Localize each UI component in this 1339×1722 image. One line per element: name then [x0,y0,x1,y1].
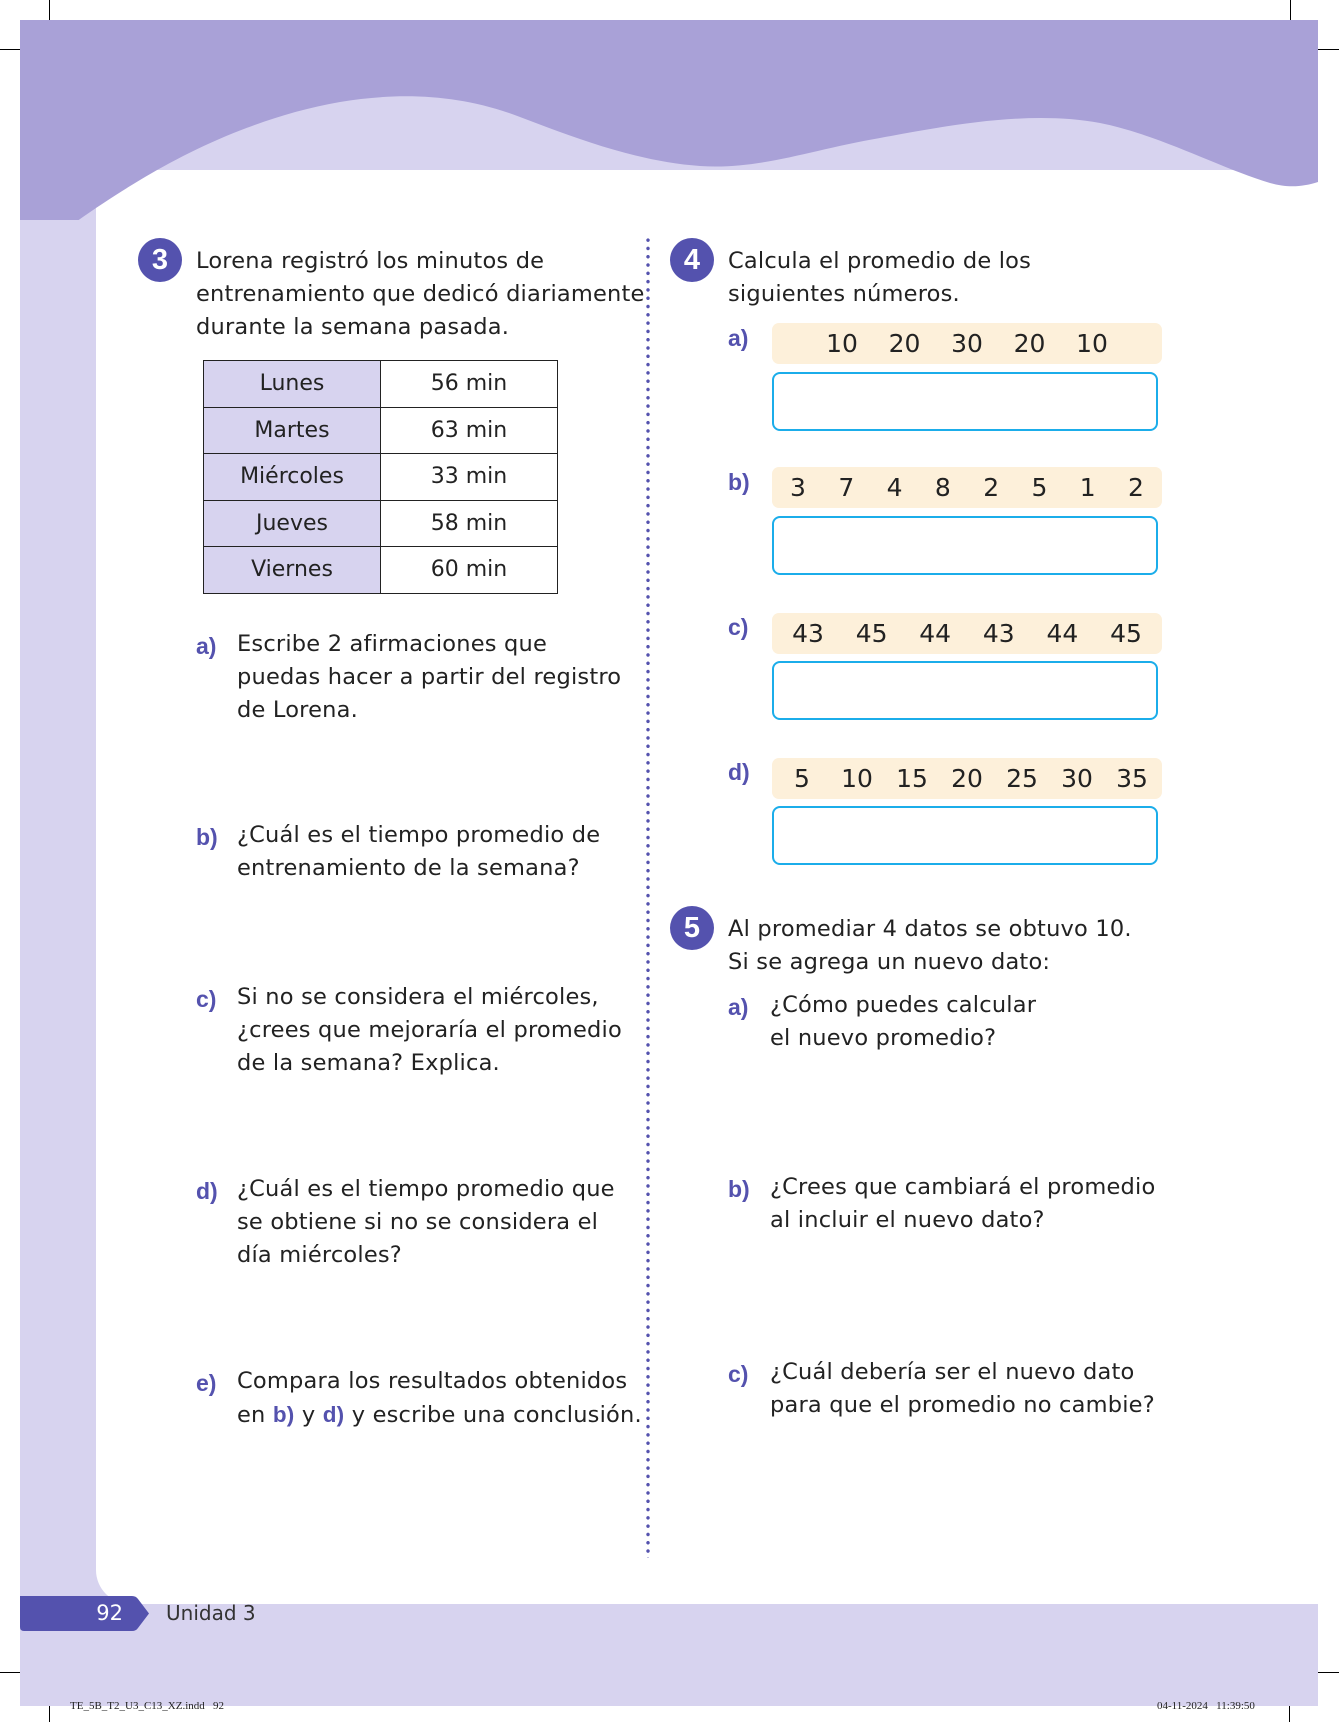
number-value: 43 [792,619,824,648]
number-value: 10 [826,329,858,358]
prompt-line: Al promediar 4 datos se obtuvo 10. [728,916,1132,942]
file-name: TE_5B_T2_U3_C13_XZ.indd 92 [70,1700,224,1712]
answer-box[interactable] [772,372,1158,431]
numbers-strip [772,467,1162,508]
number-value: 5 [1031,473,1048,502]
item-label: c) [728,1361,749,1387]
text-span: y [294,1402,323,1428]
item-label: a) [728,994,749,1020]
text-line: el nuevo promedio? [770,1025,997,1051]
item-label: a) [196,633,217,659]
number-value: 4 [886,473,903,502]
text-span: y escribe una conclusión. [344,1402,642,1428]
table-row [204,407,558,454]
minutes-cell: 56 min [381,361,558,408]
number-value: 44 [919,619,952,648]
text-line: de Lorena. [237,697,358,723]
prompt-line: Lorena registró los minutos de [196,248,545,274]
number-value: 20 [1013,329,1046,358]
day-cell: Martes [204,407,381,454]
number-value: 20 [951,764,983,793]
text-line: ¿Cómo puedes calcular [770,992,1037,1018]
answer-box[interactable] [772,661,1158,720]
text-line: ¿crees que mejoraría el promedio [237,1017,622,1043]
number-value: 5 [794,764,810,793]
text-line: día miércoles? [237,1242,402,1268]
item-label: b) [728,1176,750,1202]
item-label: e) [196,1370,217,1396]
text-line: ¿Cuál es el tiempo promedio que [237,1176,615,1202]
number-value: 45 [855,619,888,648]
page-number: 92 [96,1601,123,1625]
number-value: 10 [1076,329,1108,358]
number-value: 8 [934,473,951,502]
number-value: 43 [982,619,1015,648]
training-table [203,360,558,594]
minutes-cell: 63 min [381,407,558,454]
item-label: c) [728,614,749,640]
table-row [204,500,558,547]
text-line: de la semana? Explica. [237,1050,500,1076]
minutes-cell: 33 min [381,454,558,501]
exercise-3-badge: 3 [138,238,182,282]
exercise-4-prompt [728,245,1031,311]
prompt-line: entrenamiento que dedicó diariamente [196,281,645,307]
text-line: al incluir el nuevo dato? [770,1207,1045,1233]
exercise-3-prompt [196,245,645,344]
print-timestamp: 04-11-2024 11:39:50 [1157,1700,1255,1712]
text-line: ¿Cuál es el tiempo promedio de [237,822,601,848]
text-line: ¿Cuál debería ser el nuevo dato [770,1359,1135,1385]
item-reference: d) [322,1402,345,1427]
item-label: d) [728,759,750,785]
exercise-3a-text [237,628,621,727]
text-line: entrenamiento de la semana? [237,855,580,881]
exercise-3e-text [237,1365,642,1432]
answer-box[interactable] [772,806,1158,865]
number-value: 10 [841,764,873,793]
item-label: a) [728,325,749,351]
prompt-line: siguientes números. [728,281,960,307]
item-label: b) [196,824,218,850]
day-cell: Lunes [204,361,381,408]
number-value: 7 [838,473,855,502]
prompt-line: durante la semana pasada. [196,314,510,340]
number-value: 20 [888,329,921,358]
table-row [204,454,558,501]
prompt-line: Calcula el promedio de los [728,248,1032,274]
unit-label: Unidad 3 [166,1601,256,1625]
exercise-3d-text [237,1173,615,1272]
number-value: 30 [951,329,983,358]
number-value: 2 [983,473,1000,502]
number-value: 15 [896,764,928,793]
item-reference: b) [272,1402,295,1427]
exercise-3b-text [237,819,600,885]
exercise-5-badge: 5 [670,906,714,950]
text-line: puedas hacer a partir del registro [237,664,622,690]
wave-fill [20,20,1318,220]
exercise-5b-text [770,1171,1155,1237]
header-wave [20,20,1318,220]
minutes-cell: 58 min [381,500,558,547]
number-value: 44 [1046,619,1079,648]
column-divider [646,236,650,1558]
minutes-cell: 60 min [381,547,558,594]
item-label: c) [196,986,217,1012]
numbers-strip [772,613,1162,654]
item-label: b) [728,469,750,495]
text-line: ¿Crees que cambiará el promedio [770,1174,1156,1200]
text-line: para que el promedio no cambie? [770,1392,1155,1418]
prompt-line: Si se agrega un nuevo dato: [728,949,1051,975]
number-value: 45 [1110,619,1142,648]
day-cell: Viernes [204,547,381,594]
table-row [204,361,558,408]
exercise-3c-text [237,981,622,1080]
day-cell: Jueves [204,500,381,547]
exercise-5-prompt [728,913,1132,979]
text-line: Escribe 2 afirmaciones que [237,631,548,657]
text-line: se obtiene si no se considera el [237,1209,599,1235]
text-line [237,1398,642,1432]
exercise-5c-text [770,1356,1155,1422]
item-label: d) [196,1178,218,1204]
number-value: 25 [1006,764,1038,793]
numbers-strip [772,323,1162,364]
number-value: 30 [1061,764,1093,793]
number-value: 2 [1128,473,1144,502]
number-value: 3 [790,473,806,502]
numbers-strip [772,758,1162,799]
text-line: Compara los resultados obtenidos [237,1368,628,1394]
day-cell: Miércoles [204,454,381,501]
exercise-4-badge: 4 [670,238,714,282]
number-value: 35 [1116,764,1148,793]
exercise-5a-text [770,989,1036,1055]
text-span: en [237,1402,273,1428]
answer-box[interactable] [772,516,1158,575]
text-line: Si no se considera el miércoles, [237,984,599,1010]
number-value: 1 [1079,473,1096,502]
table-row [204,547,558,594]
